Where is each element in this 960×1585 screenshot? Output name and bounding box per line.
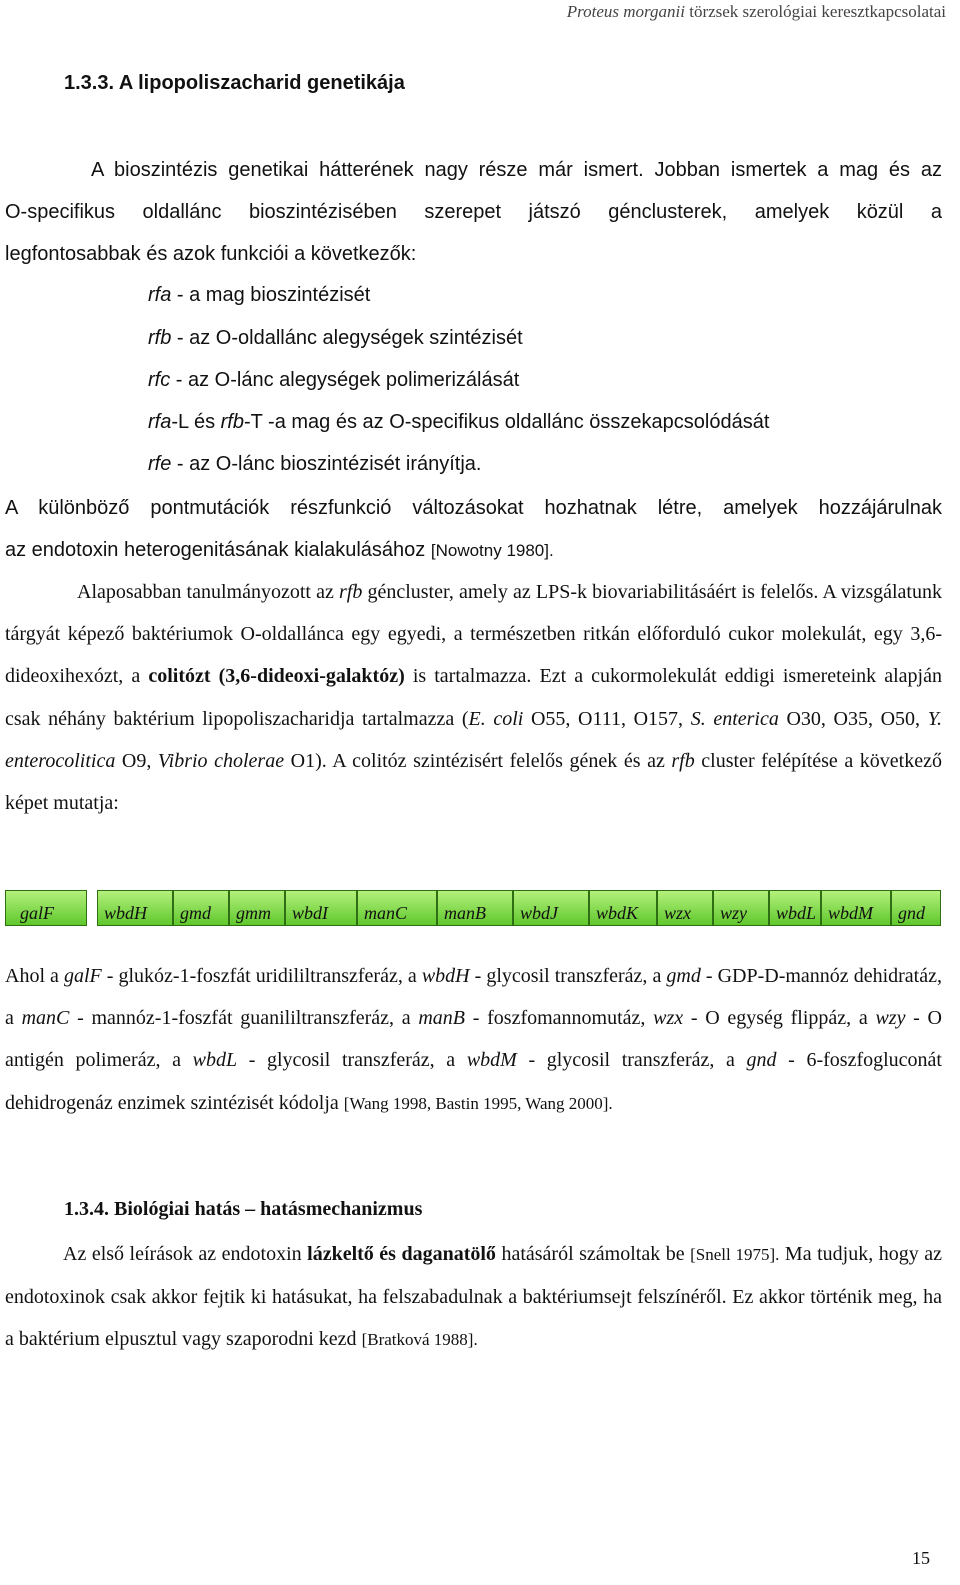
paragraph-intro-line3: legfontosabbak és azok funkciói a következők: [5,243,417,265]
gene-box-manB: manB [437,890,513,926]
gene-box-galF: galF [5,890,87,926]
paragraph-gene-functions: Ahol a galF - glukóz-1-foszfát uridililtranszferáz, a wbdH - glycosil transzferáz, a gmd - GDP-D-mannóz dehidratáz, a manC - mannóz-1-foszfát guanililtranszferáz, a manB - foszfomannomutáz, wzx - O egység flippáz, a wzy - O antigén polimeráz, a wbdL - glycosil transzferáz, a wbdM - glycosil transzferáz, a gnd - 6-foszfogluconát dehidrogenáz enzimek szintézisét kódolja [Wang 1998, Bastin 1995, Wang 2000]. [5,965,943,1114]
gene-box-wbdK: wbdK [589,890,657,926]
gene-box-wbdI: wbdI [285,890,357,926]
gene-box-wzy: wzy [713,890,769,926]
running-header: Proteus morganii törzsek szerológiai keresztkapcsolatai [566,2,946,21]
gene-cluster-diagram [5,890,941,928]
gene-box-gnd: gnd [891,890,941,926]
page-number: 15 [912,1548,930,1568]
list-item-rfb: rfb - az O-oldallánc alegységek szintézisét [148,327,523,349]
gene-box-gmm: gmm [229,890,285,926]
paragraph-mutations-line2: az endotoxin heterogenitásának kialakulásához [Nowotny 1980]. [5,539,554,561]
gene-box-wbdJ: wbdJ [513,890,589,926]
list-item-rfa: rfa - a mag bioszintézisét [148,284,371,306]
section-heading-biological-effect: 1.3.4. Biológiai hatás – hatásmechanizmus [64,1198,423,1220]
paragraph-biological-effect: Az első leírások az endotoxin lázkeltő és daganatölő hatásáról számoltak be [Snell 1975]. Ma tudjuk, hogy az endotoxinok csak akkor fejtik ki hatásukat, ha felszabadulnak a baktériumsejt felszínéről. Ez akkor történik meg, ha a baktérium elpusztul vagy szaporodni kezd [Bratková 1988]. [5,1243,942,1351]
gene-box-wbdM: wbdM [821,890,891,926]
paragraph-intro-line1: A bioszintézis genetikai hátterének nagy része már ismert. Jobban ismertek a mag és az [91,159,942,181]
paragraph-intro-line2: O-specifikus oldallánc bioszintézisében szerepet játszó génclusterek, amelyek közül a [5,201,942,223]
paragraph-mutations-line1: A különböző pontmutációk részfunkció változásokat hozhatnak létre, amelyek hozzájárulnak [5,497,942,519]
gene-box-manC: manC [357,890,437,926]
list-item-rfc: rfc - az O-lánc alegységek polimerizálását [148,369,520,391]
citation-bratkova: [Bratková 1988]. [361,1330,478,1350]
section-heading-genetics: 1.3.3. A lipopoliszacharid genetikája [64,72,405,94]
gene-box-wbdL: wbdL [769,890,821,926]
gene-box-wzx: wzx [657,890,713,926]
list-item-rfa-rfb: rfa-L és rfb-T -a mag és az O-specifikus oldallánc összekapcsolódását [148,411,770,433]
citation-wang-bastin: [Wang 1998, Bastin 1995, Wang 2000]. [343,1093,613,1113]
paragraph-rfb-cluster: Alaposabban tanulmányozott az rfb géncluster, amely az LPS-k biovariabilitásáért is felelős. A vizsgálatunk tárgyát képező baktériumok O-oldallánca egy egyedi, a természetben ritkán előforduló cukor molekulát, egy 3,6-dideoxihexózt, a colitózt (3,6-dideoxi-galaktóz) is tartalmazza. Ezt a cukormolekulát eddigi ismereteink alapján csak néhány baktérium lipopoliszacharidja tartalmazza (E. coli O55, O111, O157, S. enterica O30, O35, O50, Y. enterocolitica O9, Vibrio cholerae O1). A colitóz szintézisért felelős gének és az rfb cluster felépítése a következő képet mutatja: [5,581,942,815]
citation-snell: [Snell 1975]. [690,1245,780,1264]
gene-box-wbdH: wbdH [97,890,173,926]
citation-nowotny: [Nowotny 1980]. [430,541,554,560]
list-item-rfe: rfe - az O-lánc bioszintézisét irányítja. [148,453,482,475]
gene-box-gmd: gmd [173,890,229,926]
